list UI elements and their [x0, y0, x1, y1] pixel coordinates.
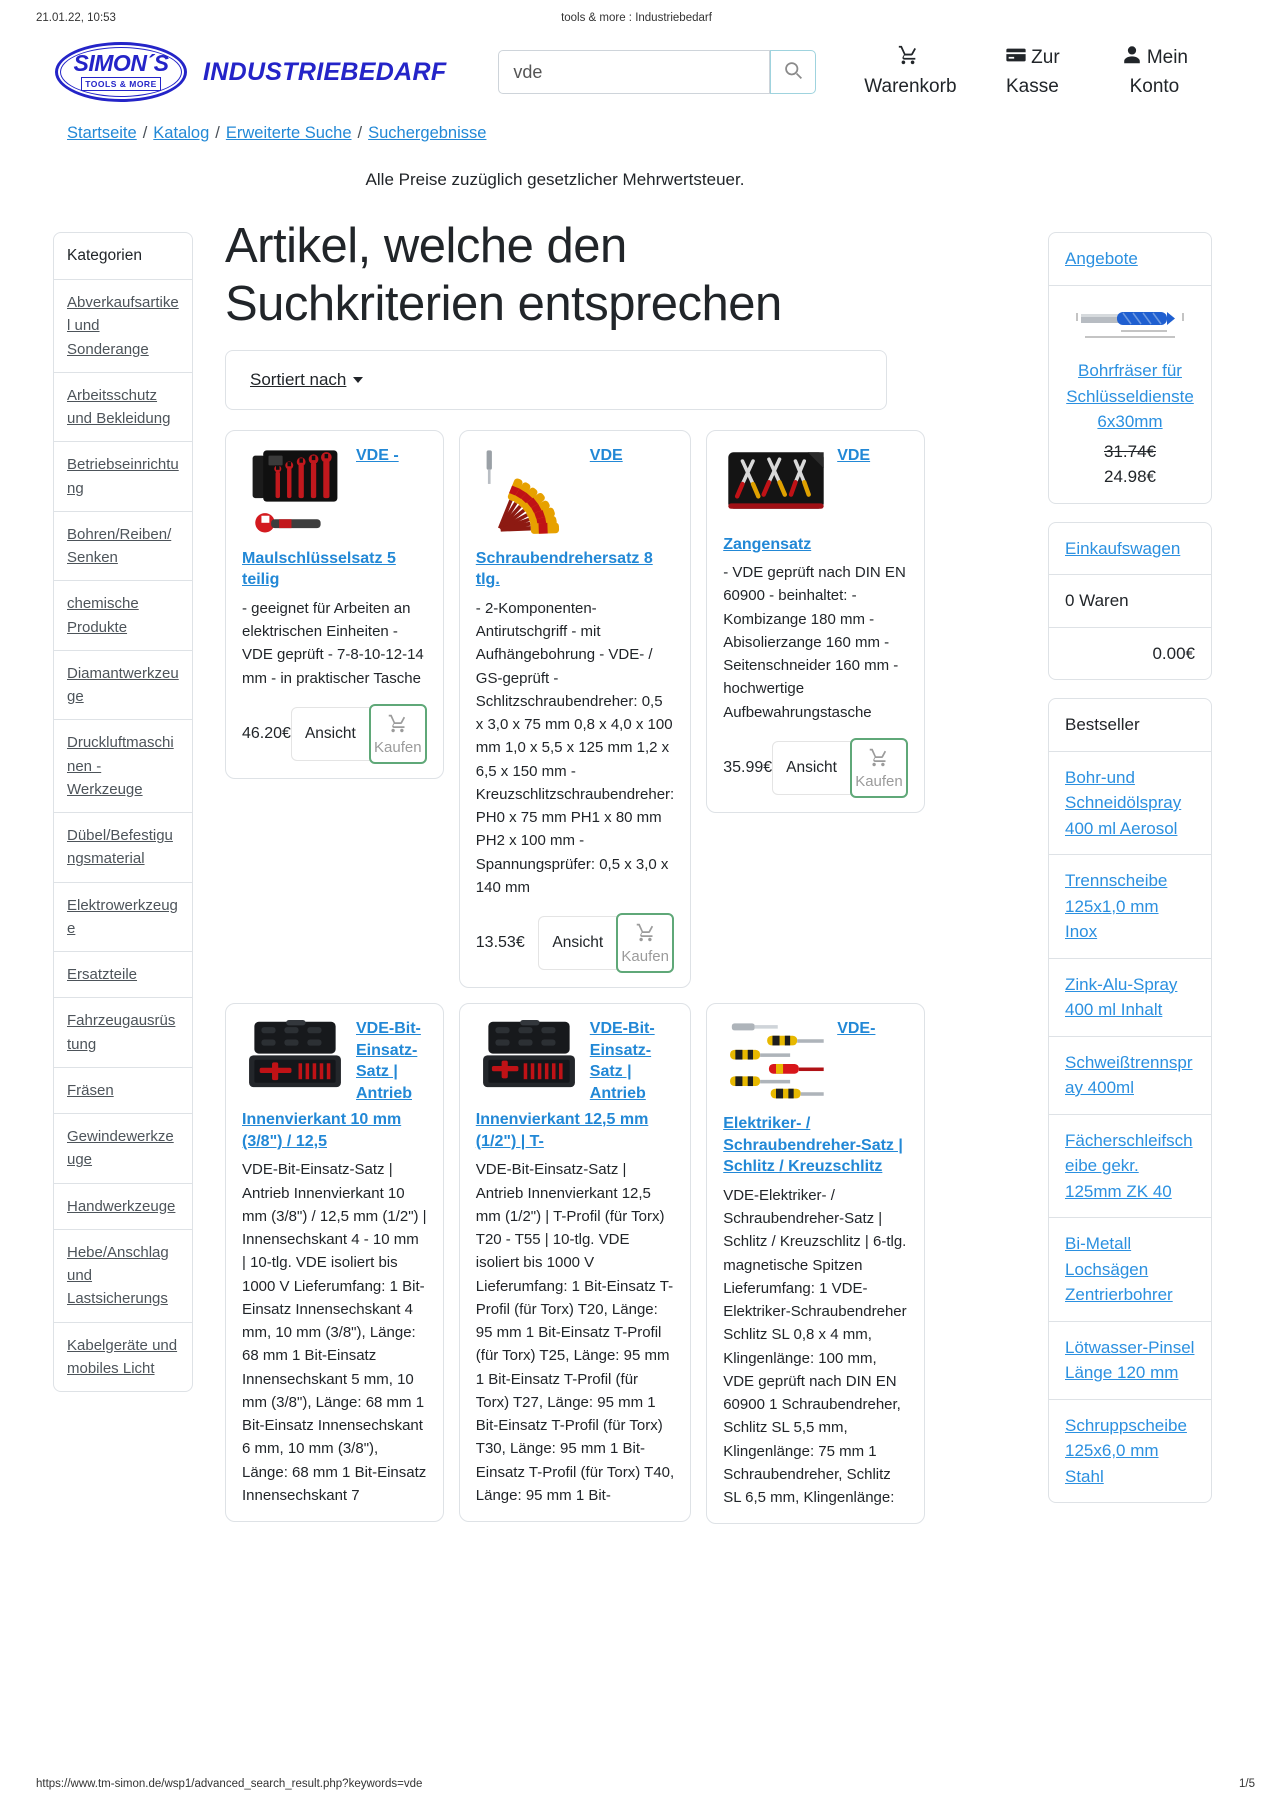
header — [55, 42, 1213, 102]
bestseller-link-zentrierbohrer[interactable]: Bi-Metall Lochsägen Zentrierbohrer — [1065, 1234, 1173, 1304]
nav-cart[interactable] — [862, 44, 958, 99]
breadcrumb-separator: / — [215, 124, 220, 142]
page-indicator: 1/5 — [1239, 1778, 1255, 1790]
category-link-handwerkzeuge[interactable]: Handwerkzeuge — [67, 1197, 176, 1215]
product-image-schraubendrehersatz — [476, 445, 582, 542]
logo-brand-text: INDUSTRIEBEDARF — [203, 57, 447, 86]
product-grid — [225, 430, 907, 1525]
product-actions — [242, 704, 427, 764]
cart-icon — [852, 747, 906, 772]
nav-account[interactable] — [1106, 44, 1202, 99]
category-link-kabelgeraete[interactable]: Kabelgeräte und mobiles Licht — [67, 1336, 178, 1377]
tax-notice: Alle Preise zuzüglich gesetzlicher Mehrwertsteuer. — [365, 170, 745, 189]
bestseller-link-trennscheibe[interactable]: Trennscheibe 125x1,0 mm Inox — [1065, 871, 1168, 941]
nav-account-label: Mein Konto — [1129, 47, 1188, 97]
view-button[interactable]: Ansicht — [538, 916, 617, 970]
sort-dropdown[interactable]: Sortiert nach — [250, 369, 347, 389]
categories-title: Kategorien — [67, 247, 142, 264]
logo-tools-text: TOOLS & MORE — [81, 77, 161, 91]
product-actions — [476, 913, 674, 973]
breadcrumb-separator: / — [142, 124, 148, 142]
category-link-diamant[interactable]: Diamantwerkzeuge — [67, 664, 179, 706]
nav-checkout-label: Zur Kasse — [1006, 47, 1060, 97]
buy-button[interactable] — [850, 738, 908, 798]
product-card — [459, 430, 691, 988]
bestseller-link-schweisstrennspray[interactable]: Schweißtrennspray 400ml — [1065, 1052, 1193, 1097]
view-button[interactable]: Ansicht — [291, 707, 370, 761]
product-title-link[interactable]: VDE - Maulschlüsselsatz 5 teilig — [242, 446, 399, 589]
breadcrumb-erweiterte-suche[interactable]: Erweiterte Suche — [225, 124, 352, 142]
bestseller-link-loetwasser-pinsel[interactable]: Lötwasser-Pinsel Länge 120 mm — [1065, 1337, 1195, 1382]
bestseller-link-faecherschleifscheibe[interactable]: Fächerschleifscheibe gekr. 125mm ZK 40 — [1065, 1130, 1193, 1201]
product-card — [706, 430, 925, 813]
category-link-abverkauf[interactable]: Abverkaufsartikel und Sonderange — [67, 294, 179, 358]
product-card — [706, 1003, 925, 1524]
right-sidebar — [1048, 232, 1212, 1521]
product-description: VDE-Bit-Einsatz-Satz | Antrieb Innenvierkant 12,5 mm (1/2") | T-Profil (für Torx) T20 - T55 | 10-tlg. VDE isoliert bis 1000 V Lieferumfang: 1 Bit-Einsatz T-Profil (für Torx) T20, Länge: 95 mm 1 Bit-Einsatz T-Profil (für Torx) T25, Länge: 95 mm 1 Bit-Einsatz T-Profil (für Torx) T27, Länge: 95 mm 1 Bit-Einsatz T-Profil (für Torx) T30, Länge: 95 mm 1 Bit-Einsatz T-Profil (für Torx) T40, Länge: 95 mm 1 Bit- — [475, 1161, 675, 1504]
cart-total: 0.00€ — [1049, 627, 1211, 680]
main-content — [225, 218, 907, 1524]
bestseller-link-bohroel[interactable]: Bohr-und Schneidölspray 400 ml Aerosol — [1065, 767, 1182, 838]
product-title-link[interactable]: VDE Zangensatz — [723, 446, 871, 553]
product-description: - VDE geprüft nach DIN EN 60900 - beinhaltet: - Kombizange 180 mm - Abisolierzange 160 mm - Seitenschneider 160 mm - hochwertige Aufbewahrungstasche — [723, 564, 906, 721]
category-link-arbeitsschutz[interactable]: Arbeitsschutz und Bekleidung — [67, 386, 171, 428]
view-button[interactable]: Ansicht — [772, 741, 851, 795]
product-description: VDE-Elektriker- / Schraubendreher-Satz | Schlitz / Kreuzschlitz | 6-tlg. magnetische Spitzen Lieferumfang: 1 VDE-Elektriker-Schraubendreher Schlitz SL 0,8 x 4 mm, Klingenlänge: 100 mm, VDE geprüft nach DIN EN 60900 1 Schraubendreher, Schlitz SL 5,5 mm, Klingenlänge: 75 mm 1 Schraubendreher, Schlitz SL 6,5 mm, Klingenlänge: — [723, 1186, 907, 1507]
bestseller-title: Bestseller — [1065, 715, 1140, 734]
page-title: Artikel, welche den Suchkriterien entsprechen — [225, 219, 782, 331]
product-image-bitsatz-12 — [476, 1018, 582, 1103]
logo-simons-text: SIMON´S — [73, 49, 169, 76]
buy-button-label: Kaufen — [621, 948, 669, 966]
category-link-bohren[interactable]: Bohren/Reiben/Senken — [67, 525, 172, 567]
category-link-fraesen[interactable]: Fräsen — [67, 1081, 114, 1099]
offer-price: 24.98€ — [1104, 467, 1156, 486]
print-meta-bar — [36, 12, 1237, 24]
breadcrumb-katalog[interactable]: Katalog — [153, 124, 210, 142]
offer-old-price: 31.74€ — [1104, 441, 1156, 461]
product-description: VDE-Bit-Einsatz-Satz | Antrieb Innenvierkant 10 mm (3/8") / 12,5 mm (1/2") | Innensechskant 4 - 10 mm | 10-tlg. VDE isoliert bis 1000 V Lieferumfang: 1 Bit-Einsatz Innensechskant 4 mm, 10 mm (3/8"), Länge: 68 mm 1 Bit-Einsatz Innensechskant 5 mm, 10 mm (3/8"), Länge: 68 mm 1 Bit-Einsatz Innensechskant 6 mm, 10 mm (3/8"), Länge: 68 mm 1 Bit-Einsatz Innensechskant 7 — [242, 1161, 427, 1504]
breadcrumb — [67, 124, 486, 143]
product-title-link[interactable]: VDE-Bit-Einsatz-Satz | Antrieb Innenvierkant 12,5 mm (1/2") | T- — [475, 1020, 655, 1150]
product-price: 46.20€ — [242, 724, 291, 742]
buy-button-label: Kaufen — [374, 738, 422, 756]
breadcrumb-separator: / — [357, 124, 363, 142]
nav-cart-label: Warenkorb — [864, 76, 957, 97]
header-nav — [862, 44, 1202, 99]
credit-card-icon — [1005, 44, 1027, 74]
category-link-fahrzeug[interactable]: Fahrzeugausrüstung — [67, 1012, 176, 1053]
offers-title-link[interactable]: Angebote — [1065, 249, 1138, 268]
product-description: - geeignet für Arbeiten an elektrischen Einheiten - VDE geprüft - 7-8-10-12-14 mm - in praktischer Tasche — [242, 599, 424, 687]
category-link-chemische[interactable]: chemische Produkte — [67, 595, 139, 636]
search-input[interactable] — [498, 50, 770, 94]
buy-button[interactable] — [616, 913, 674, 973]
product-actions — [723, 738, 908, 798]
category-link-ersatzteile[interactable]: Ersatzteile — [67, 966, 138, 984]
bestseller-panel — [1048, 698, 1212, 1503]
cart-summary-panel — [1048, 522, 1212, 681]
product-title-link[interactable]: VDE-Bit-Einsatz-Satz | Antrieb Innenvierkant 10 mm (3/8") / 12,5 — [242, 1020, 421, 1150]
bestseller-link-schruppscheibe[interactable]: Schruppscheibe 125x6,0 mm Stahl — [1065, 1415, 1187, 1486]
person-icon — [1121, 44, 1143, 74]
category-link-gewinde[interactable]: Gewindewerkzeuge — [67, 1128, 174, 1169]
product-image-bitsatz-38 — [242, 1018, 348, 1103]
print-footer — [36, 1778, 1255, 1790]
offer-image-bohrfraeser — [1065, 303, 1195, 351]
product-image-elektriker-satz — [723, 1018, 829, 1107]
categories-panel — [53, 232, 193, 1392]
search-bar — [498, 50, 816, 94]
buy-button-label: Kaufen — [855, 772, 903, 790]
category-link-elektro[interactable]: Elektrowerkzeuge — [67, 896, 178, 937]
product-price: 35.99€ — [723, 758, 773, 776]
product-description: - 2-Komponenten-Antirutschgriff - mit Aufhängebohrung - VDE- / GS-geprüft - Schlitzschraubendreher: 0,5 x 3,0 x 75 mm 0,8 x 4,0 x 100 mm 1,0 x 5,5 x 125 mm 1,2 x 6,5 x 150 mm - Kreuzschlitzschraubendreher: PH0 x 75 mm PH1 x 80 mm PH2 x 100 mm - Spannungsprüfer: 0,5 x 3,0 x 140 mm — [475, 599, 675, 896]
category-link-betriebseinrichtung[interactable]: Betriebseinrichtung — [67, 456, 179, 497]
offers-panel — [1048, 232, 1212, 504]
breadcrumb-startseite[interactable]: Startseite — [67, 124, 137, 142]
footer-url: https://www.tm-simon.de/wsp1/advanced_search_result.php?keywords=vde — [36, 1778, 423, 1790]
search-icon — [783, 60, 804, 84]
datetime: 21.01.22, 10:53 — [36, 12, 116, 24]
cart-icon — [897, 44, 919, 74]
product-price: 13.53€ — [475, 934, 525, 952]
nav-checkout[interactable] — [984, 44, 1080, 99]
sort-box — [225, 350, 887, 410]
product-card — [459, 1003, 691, 1522]
product-title-link[interactable]: VDE Schraubendrehersatz 8 tlg. — [475, 446, 653, 589]
category-link-druckluft[interactable]: Druckluftmaschinen - Werkzeuge — [67, 734, 174, 798]
product-image-maulschluesselsatz — [242, 445, 348, 542]
logo-oval — [55, 42, 187, 102]
cart-icon — [618, 922, 672, 947]
product-card — [225, 1003, 444, 1522]
search-button[interactable] — [770, 50, 816, 94]
category-link-hebe[interactable]: Hebe/Anschlag und Lastsicherungs — [67, 1243, 169, 1308]
offer-title-link[interactable]: Bohrfräser für Schlüsseldienste 6x30mm — [1066, 361, 1194, 431]
logo[interactable] — [55, 42, 446, 102]
bestseller-link-zink-alu[interactable]: Zink-Alu-Spray 400 ml Inhalt — [1065, 974, 1178, 1019]
category-link-duebel[interactable]: Dübel/Befestigungsmaterial — [67, 827, 173, 868]
product-title-link[interactable]: VDE- Elektriker- / Schraubendreher-Satz | Schlitz / Kreuzschlitz — [723, 1020, 903, 1176]
categories-sidebar — [53, 232, 193, 1410]
chevron-down-icon — [353, 377, 363, 383]
product-image-zangensatz — [723, 445, 829, 528]
cart-icon — [371, 713, 425, 738]
cart-count: 0 Waren — [1049, 574, 1211, 627]
document-title: tools & more : Industriebedarf — [561, 12, 712, 24]
breadcrumb-suchergebnisse[interactable]: Suchergebnisse — [368, 124, 487, 142]
cart-panel-title-link[interactable]: Einkaufswagen — [1065, 538, 1181, 558]
buy-button[interactable] — [369, 704, 427, 764]
product-card — [225, 430, 444, 779]
